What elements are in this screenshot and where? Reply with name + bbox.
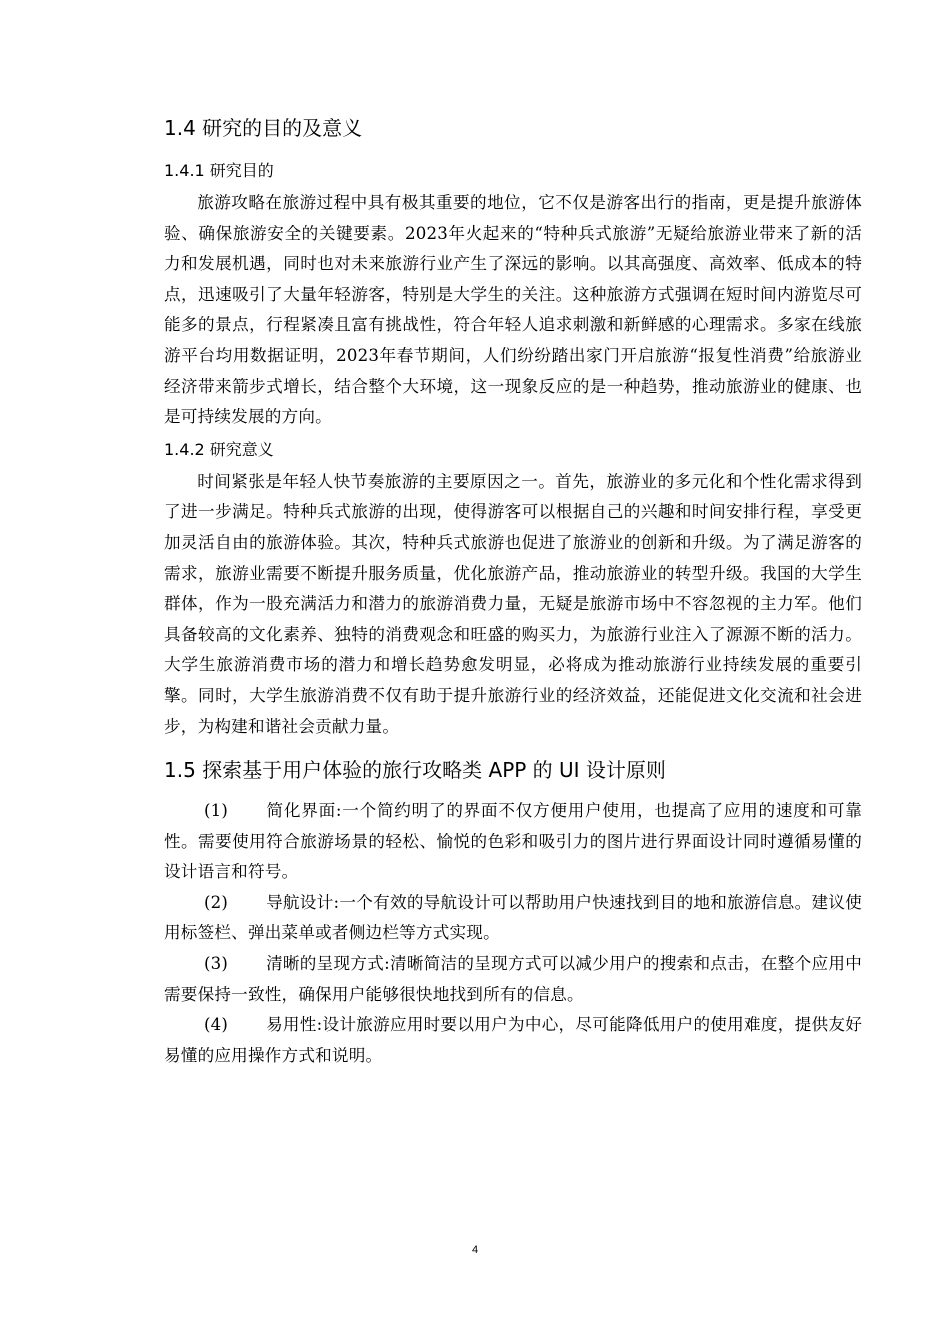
list-item-number: (3): [204, 954, 229, 974]
subsection-heading-1-4-2: 1.4.2 研究意义: [164, 439, 274, 459]
page-number: 4: [471, 1244, 479, 1256]
list-item-text: 导航设计:一个有效的导航设计可以帮助用户快速找到目的地和旅游信息。建议使用标签栏、弹出菜单或者侧边栏等方式实现。: [164, 892, 862, 943]
list-item-principle-4: [164, 1010, 862, 1071]
list-item-principle-3: [164, 949, 862, 1010]
list-item-number: (1): [204, 801, 229, 821]
list-item-number: (4): [204, 1015, 229, 1035]
subsection-heading-1-4-1: 1.4.1 研究目的: [164, 161, 274, 180]
paragraph-research-purpose: 旅游攻略在旅游过程中具有极其重要的地位，它不仅是游客出行的指南，更是提升旅游体验、确保旅游安全的关键要素。2023年火起来的“特种兵式旅游”无疑给旅游业带来了新的活力和发展机遇，同时也对未来旅游行业产生了深远的影响。以其高强度、高效率、低成本的特点，迅速吸引了大量年轻游客，特别是大学生的关注。这种旅游方式强调在短时间内游览尽可能多的景点，行程紧凑且富有挑战性，符合年轻人追求刺激和新鲜感的心理需求。多家在线旅游平台均用数据证明，2023年春节期间，人们纷纷踏出家门开启旅游“报复性消费”给旅游业经济带来箭步式增长，结合整个大环境，这一现象反应的是一种趋势，推动旅游业的健康、也是可持续发展的方向。: [164, 193, 862, 427]
section-heading-1-5: 1.5 探索基于用户体验的旅行攻略类 APP 的 UI 设计原则: [164, 758, 666, 783]
paragraph-research-significance: 时间紧张是年轻人快节奏旅游的主要原因之一。首先，旅游业的多元化和个性化需求得到了进一步满足。特种兵式旅游的出现，使得游客可以根据自己的兴趣和时间安排行程，享受更加灵活自由的旅游体验。其次，特种兵式旅游也促进了旅游业的创新和升级。为了满足游客的需求，旅游业需要不断提升服务质量，优化旅游产品，推动旅游业的转型升级。我国的大学生群体，作为一股充满活力和潜力的旅游消费力量，无疑是旅游市场中不容忽视的主力军。他们具备较高的文化素养、独特的消费观念和旺盛的购买力，为旅游行业注入了源源不断的活力。大学生旅游消费市场的潜力和增长趋势愈发明显，必将成为推动旅游行业持续发展的重要引擎。同时，大学生旅游消费不仅有助于提升旅游行业的经济效益，还能促进文化交流和社会进步，为构建和谐社会贡献力量。: [164, 471, 862, 736]
list-item-principle-2: [164, 888, 862, 949]
page-content: [164, 112, 862, 1071]
list-item-number: (2): [204, 892, 229, 912]
list-item-text: 易用性:设计旅游应用时要以用户为中心，尽可能降低用户的使用难度，提供友好易懂的应用操作方式和说明。: [164, 1015, 862, 1065]
section-heading-1-4: 1.4 研究的目的及意义: [164, 116, 363, 140]
list-item-principle-1: [164, 796, 862, 888]
list-item-text: 清晰的呈现方式:清晰简洁的呈现方式可以减少用户的搜索和点击，在整个应用中需要保持一致性，确保用户能够很快地找到所有的信息。: [164, 954, 862, 1004]
list-item-text: 简化界面:一个简约明了的界面不仅方便用户使用，也提高了应用的速度和可靠性。需要使用符合旅游场景的轻松、愉悦的色彩和吸引力的图片进行界面设计同时遵循易懂的设计语言和符号。: [164, 801, 862, 882]
